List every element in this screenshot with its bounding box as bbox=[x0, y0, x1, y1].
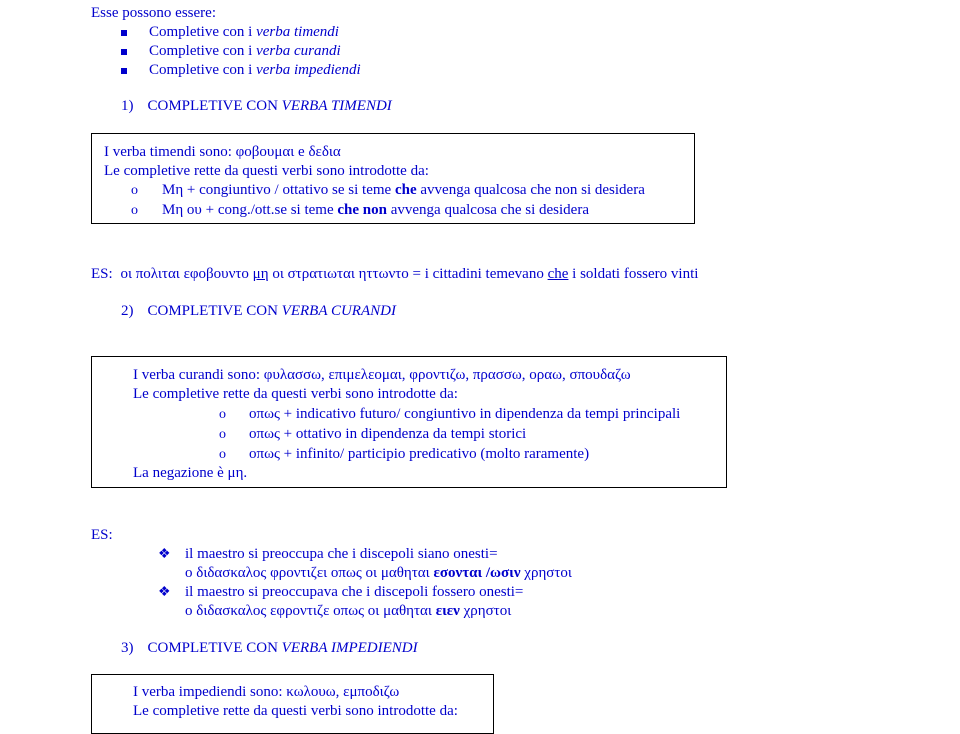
square-bullet-icon bbox=[121, 30, 127, 36]
circle-bullet-icon: o bbox=[219, 427, 226, 442]
example-greek-line: ο διδασκαλος εφροντιζε οπως οι μαθηται ειεν χρηστοι bbox=[185, 603, 512, 619]
list-item: Completive con i verba impediendi bbox=[121, 61, 361, 80]
section-heading-curandi: 2) COMPLETIVE CON VERBA CURANDI bbox=[121, 303, 396, 319]
impediendi-box-line1: I verba impediendi sono: κωλουω, εμποδιζω bbox=[133, 684, 400, 700]
example-timendi: ES: οι πολιται εφοβουντο μη οι στρατιωται ηττωντο = i cittadini temevano che i soldati fossero vinti bbox=[91, 266, 699, 282]
curandi-negation: La negazione è μη. bbox=[133, 465, 248, 481]
impediendi-box-line2: Le completive rette da questi verbi sono introdotte da: bbox=[133, 703, 458, 719]
curandi-box-line1: I verba curandi sono: φυλασσω, επιμελεομαι, φροντιζω, πρασσω, οραω, σπουδαζω bbox=[133, 367, 631, 383]
curandi-box-line2: Le completive rette da questi verbi sono introdotte da: bbox=[133, 386, 458, 402]
circle-bullet-icon: o bbox=[219, 407, 226, 422]
diamond-bullet-icon: ❖ bbox=[158, 547, 171, 562]
diamond-bullet-icon: ❖ bbox=[158, 585, 171, 600]
timendi-box-line2: Le completive rette da questi verbi sono introdotte da: bbox=[104, 163, 429, 179]
circle-bullet-icon: o bbox=[131, 203, 138, 218]
example-curandi-label: ES: bbox=[91, 527, 113, 543]
list-item: o οπως + ottativo in dipendenza da tempi storici bbox=[219, 426, 527, 442]
list-item: ❖ il maestro si preoccupava che i discepoli fossero onesti= bbox=[158, 584, 524, 600]
list-item: o οπως + infinito/ participio predicativo (molto raramente) bbox=[219, 446, 590, 462]
list-item: o οπως + indicativo futuro/ congiuntivo in dipendenza da tempi principali bbox=[219, 406, 681, 422]
example-greek-line: ο διδασκαλος φροντιζει οπως οι μαθηται εσονται /ωσιν χρηστοι bbox=[185, 565, 572, 581]
circle-bullet-icon: o bbox=[131, 183, 138, 198]
list-item: ❖ il maestro si preoccupa che i discepoli siano onesti= bbox=[158, 546, 498, 562]
circle-bullet-icon: o bbox=[219, 447, 226, 462]
intro-text: Esse possono essere: bbox=[91, 5, 216, 21]
timendi-box-line1: I verba timendi sono: φοβουμαι e δεδια bbox=[104, 144, 341, 160]
section-heading-timendi: 1) COMPLETIVE CON VERBA TIMENDI bbox=[121, 98, 392, 114]
list-item: Completive con i verba curandi bbox=[121, 42, 341, 61]
list-item: Completive con i verba timendi bbox=[121, 23, 339, 42]
list-item: o Μη ου + cong./ott.se si teme che non avvenga qualcosa che si desidera bbox=[131, 202, 589, 218]
square-bullet-icon bbox=[121, 68, 127, 74]
square-bullet-icon bbox=[121, 49, 127, 55]
list-item: o Μη + congiuntivo / ottativo se si teme che avvenga qualcosa che non si desidera bbox=[131, 182, 645, 198]
section-heading-impediendi: 3) COMPLETIVE CON VERBA IMPEDIENDI bbox=[121, 640, 418, 656]
